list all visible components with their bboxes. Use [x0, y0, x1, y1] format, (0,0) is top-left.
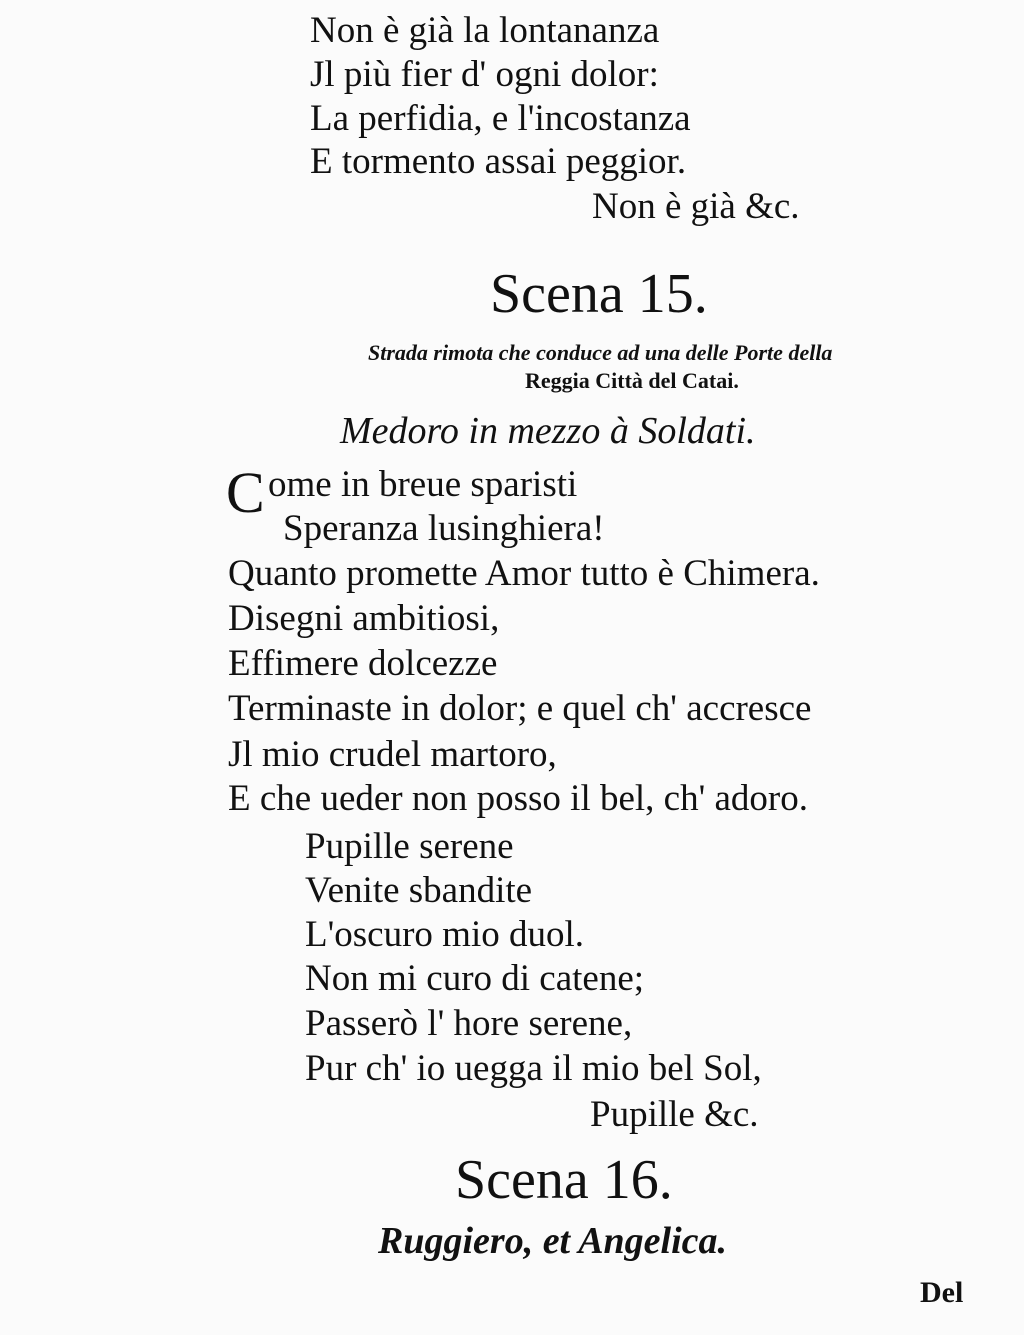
- stage-direction: Strada rimota che conduce ad una delle Porte della: [368, 340, 833, 365]
- refrain-line: Pupille &c.: [590, 1094, 759, 1135]
- verse-line: Quanto promette Amor tutto è Chimera.: [228, 553, 820, 594]
- drop-cap: C: [226, 460, 265, 525]
- verse-line: Effimere dolcezze: [228, 643, 498, 684]
- verse-line: Venite sbandite: [305, 870, 533, 911]
- catchword: Del: [920, 1276, 964, 1309]
- verse-line: Speranza lusinghiera!: [283, 508, 605, 549]
- verse-line: Pur ch' io uegga il mio bel Sol,: [305, 1048, 762, 1089]
- verse-line: Disegni ambitiosi,: [228, 598, 500, 639]
- scene-heading: Scena 15.: [490, 263, 708, 325]
- verse-line: Passerò l' hore serene,: [305, 1003, 633, 1044]
- verse-line: La perfidia, e l'incostanza: [310, 98, 691, 139]
- verse-line: Jl mio crudel martoro,: [228, 734, 557, 775]
- verse-line: Non mi curo di catene;: [305, 958, 645, 999]
- refrain-line: Non è già &c.: [592, 186, 800, 227]
- verse-line: Non è già la lontananza: [310, 10, 660, 51]
- stage-direction: Reggia Città del Catai.: [525, 368, 739, 393]
- verse-line: Pupille serene: [305, 826, 514, 867]
- scene-heading: Scena 16.: [455, 1149, 673, 1211]
- verse-line: E che ueder non posso il bel, ch' adoro.: [228, 778, 809, 819]
- verse-line: L'oscuro mio duol.: [305, 914, 584, 955]
- verse-line: Terminaste in dolor; e quel ch' accresce: [228, 688, 812, 729]
- verse-line: Jl più fier d' ogni dolor:: [310, 54, 659, 95]
- character-list: Medoro in mezzo à Soldati.: [340, 410, 756, 452]
- character-list: Ruggiero, et Angelica.: [378, 1220, 728, 1262]
- verse-line: ome in breue sparisti: [268, 464, 578, 505]
- verse-line: E tormento assai peggior.: [310, 141, 687, 182]
